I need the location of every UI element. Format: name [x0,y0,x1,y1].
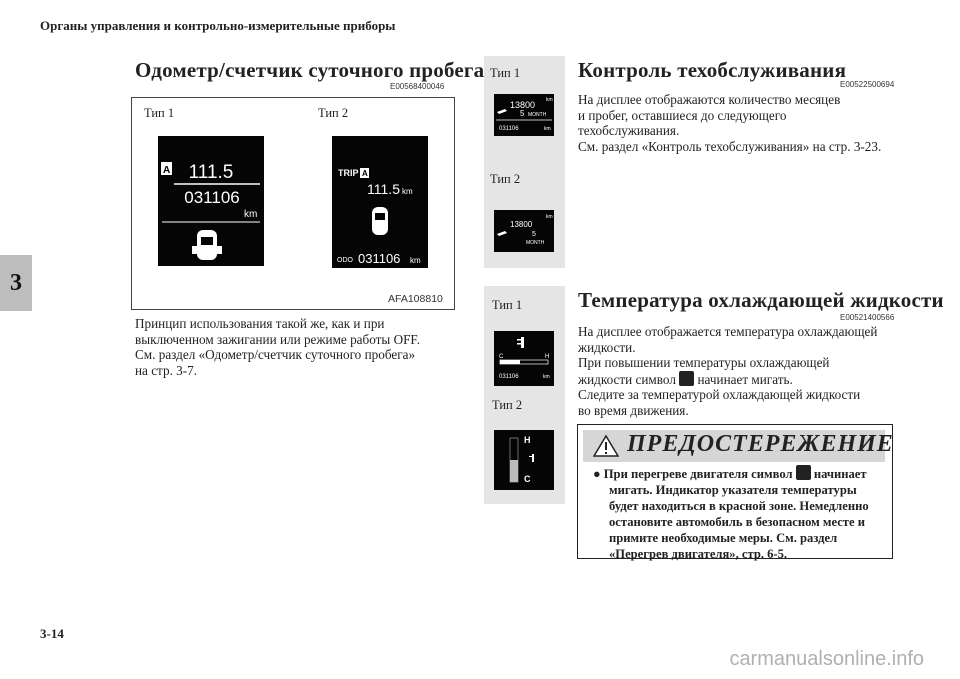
svg-text:A: A [362,169,368,178]
coolant-text: На дисплее отображается температура охлаждающей жидкости. При повышении температуры охлаждающей жидкости символ начинает мигать. Следите за температурой охлаждающей жидкости во время движения. [578,324,878,418]
service-code: E00522500694 [840,80,895,89]
coolant-code: E00521400566 [840,313,895,322]
service-type1-label: Тип 1 [490,66,521,80]
odometer-text: Принцип использования такой же, как и при выключенном зажигании или режиме работы OFF. См. раздел «Одометр/счетчик суточного пробега» на стр. 3-7. [135,316,421,378]
coolant-temp-icon [517,337,524,348]
svg-text:C: C [524,474,531,484]
odometer-title: Одометр/счетчик суточного пробега [135,58,485,82]
coolant-temp-icon [796,465,811,480]
chapter-tab: 3 [0,255,32,311]
odo-unit: km [244,209,258,220]
warning-title: ПРЕДОСТЕРЕЖЕНИЕ [627,431,894,457]
running-header: Органы управления и контрольно-измерительные приборы [40,18,396,33]
odometer-figure [131,97,455,310]
svg-text:km: km [546,214,553,220]
svg-text:km: km [410,256,421,265]
svg-text:km: km [543,374,550,380]
svg-text:13800: 13800 [510,220,533,229]
svg-text:km: km [544,126,551,132]
service-type2-label: Тип 2 [490,172,521,186]
figure-type1-label: Тип 1 [144,106,175,120]
warning-title-bar [583,430,894,462]
type2-odometer-display [332,136,428,268]
coolant-figure-panel [484,286,565,504]
coolant-type1-label: Тип 1 [492,298,523,312]
svg-text:km: km [402,187,413,196]
odo-value: 031106 [184,188,240,207]
car-door-icon [192,230,222,260]
figure-type2-label: Тип 2 [318,106,349,120]
wrench-icon [497,231,507,236]
car-door-icon [372,207,388,235]
warning-text: ● При перегреве двигателя символ начинает мигать. Индикатор указателя температуры будет находиться в красной зоне. Немедленно остановите автомобиль в безопасном месте и примите необходимые меры. См. раздел «Перегрев двигателя», стр. 6-5. [593,467,869,561]
service-title: Контроль техобслуживания [578,58,847,82]
coolant-temp-icon [679,371,694,386]
trip-label: TRIP [338,168,359,178]
svg-text:H: H [524,435,531,445]
coolant-type1-display [494,331,554,386]
bullet-icon: ● [593,467,601,481]
svg-text:MONTH: MONTH [528,112,547,118]
svg-text:km: km [546,97,553,103]
coolant-title: Температура охлаждающей жидкости [578,288,944,312]
coolant-type2-label: Тип 2 [492,398,523,412]
trip-value: 111.5 [367,181,400,197]
svg-text:031106: 031106 [499,126,519,132]
svg-text:5: 5 [520,109,525,118]
service-type2-display [494,210,554,252]
figure-code: AFA108810 [388,293,443,305]
service-figure-panel [484,56,565,268]
warning-triangle-icon [593,434,619,458]
odo-value: 031106 [358,251,401,266]
coolant-type2-display [494,430,554,490]
svg-text:13800: 13800 [510,100,536,110]
type1-odometer-display [158,136,264,266]
svg-text:C: C [499,354,504,360]
svg-text:H: H [545,354,550,360]
service-text: На дисплее отображаются количество месяцев и пробег, оставшиеся до следующего техобслуживания. См. раздел «Контроль техобслуживания» на стр. 3-23. [578,92,882,154]
trip-a-badge: A [163,165,171,176]
odo-label: ODO [337,257,353,264]
odometer-code: E00568400046 [390,82,445,91]
coolant-temp-icon [529,454,534,462]
svg-text:031106: 031106 [499,374,519,380]
page-number: 3-14 [40,626,64,641]
service-type1-display [494,94,554,136]
watermark: carmanualsonline.info [729,648,924,670]
wrench-icon [497,109,507,114]
svg-text:MONTH: MONTH [526,240,545,246]
trip-value: 111.5 [188,162,234,183]
svg-text:5: 5 [532,231,536,238]
